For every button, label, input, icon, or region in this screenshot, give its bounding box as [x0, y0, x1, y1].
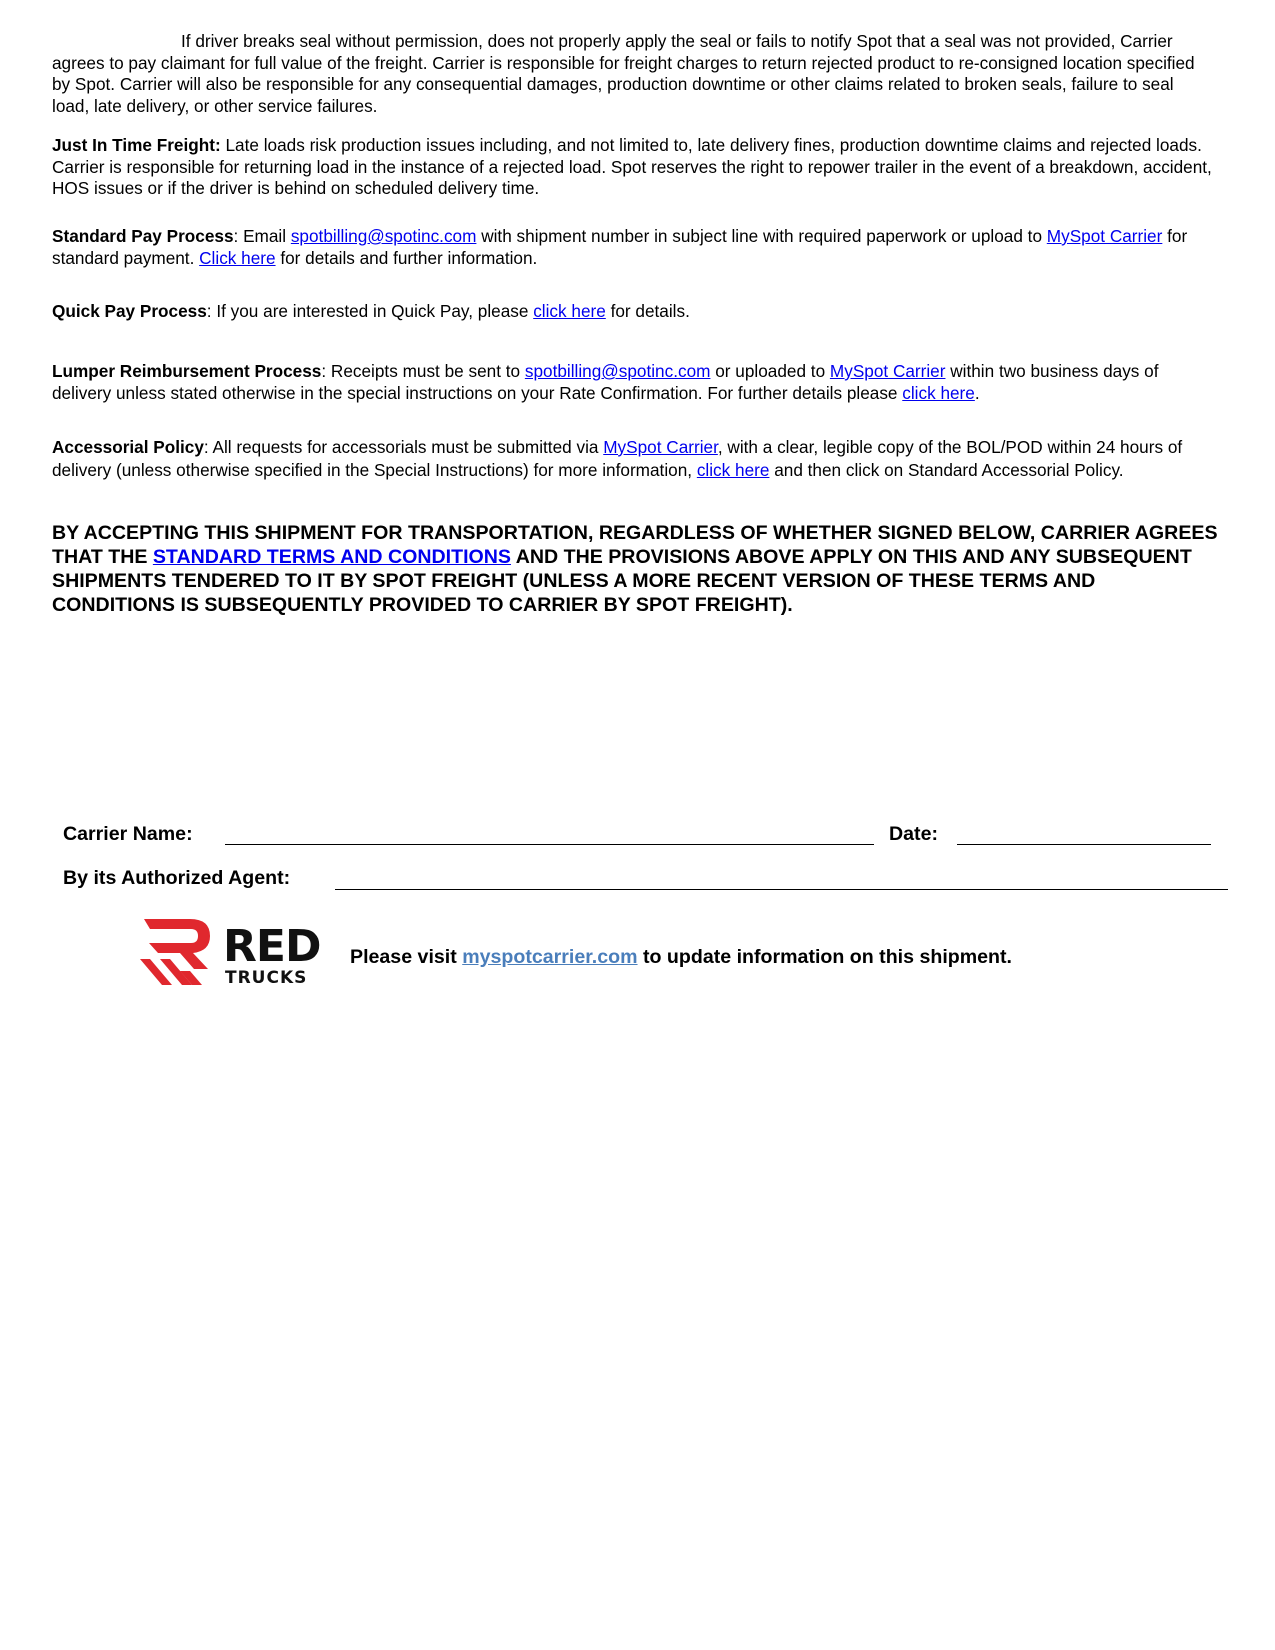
seal-paragraph — [52, 31, 1212, 117]
logo-subword: TRUCKS — [225, 968, 308, 987]
date-line[interactable] — [957, 844, 1211, 845]
jit-text: Late loads risk production issues including, and not limited to, late delivery fines, production downtime claims and rejected loads. Carrier is responsible for returning load in the instance of a rejected load. Spot reserves the right to repower trailer in the event of a breakdown, accident, HOS issues or if the driver is behind on scheduled delivery time. — [52, 135, 1212, 198]
accessorial-title: Accessorial Policy — [52, 437, 204, 457]
date-label: Date: — [889, 823, 938, 845]
quick-pay-text-1: : If you are interested in Quick Pay, please — [206, 301, 534, 321]
lumper-paragraph — [52, 361, 1212, 404]
accessorial-text-1: : All requests for accessorials must be submitted via — [203, 437, 604, 457]
lumper-title: Lumper Reimbursement Process — [52, 361, 322, 381]
quick-pay-paragraph — [52, 301, 1212, 323]
quick-pay-click-here-link[interactable]: click here — [533, 301, 606, 321]
myspotcarrier-site-link[interactable]: myspotcarrier.com — [462, 946, 638, 968]
jit-title: Just In Time Freight: — [52, 135, 221, 155]
footer-text-1: Please visit — [350, 946, 463, 968]
standard-pay-text-3: for standard payment. — [52, 226, 1188, 268]
lumper-text-4: . — [974, 382, 980, 403]
acceptance-statement — [52, 521, 1222, 617]
jit-paragraph — [52, 135, 1212, 200]
lumper-click-here-link[interactable]: click here — [902, 382, 975, 403]
lumper-text-3: within two business days of delivery unless stated otherwise in the special instructions on your Rate Confirmation. For further details please — [52, 361, 1159, 403]
acceptance-text-1: BY ACCEPTING THIS SHIPMENT FOR TRANSPORTATION, REGARDLESS OF WHETHER SIGNED BELOW, CARRIER AGREES THAT THE — [52, 522, 1218, 568]
red-trucks-logo-graphic — [138, 917, 333, 987]
accessorial-myspot-carrier-link[interactable]: MySpot Carrier — [603, 437, 718, 457]
standard-pay-click-here-link[interactable]: Click here — [199, 247, 276, 268]
authorized-agent-label: By its Authorized Agent: — [63, 867, 291, 889]
lumper-text-1: : Receipts must be sent to — [321, 361, 525, 381]
logo-r-mark-icon — [140, 919, 210, 985]
logo-word: RED — [223, 921, 321, 972]
accessorial-text-2: , with a clear, legible copy of the BOL/POD within 24 hours of delivery (unless otherwise specified in the Special Instructions) for more information, — [52, 437, 1183, 480]
authorized-agent-line[interactable] — [335, 889, 1228, 890]
standard-pay-text-4: for details and further information. — [275, 247, 538, 268]
accessorial-click-here-link[interactable]: click here — [696, 459, 770, 480]
quick-pay-text-2: for details. — [605, 301, 690, 321]
lumper-email-link[interactable]: spotbilling@spotinc.com — [524, 361, 711, 381]
carrier-name-line[interactable] — [225, 844, 874, 845]
quick-pay-title: Quick Pay Process — [52, 301, 207, 321]
standard-terms-link[interactable]: STANDARD TERMS AND CONDITIONS — [152, 546, 511, 568]
myspot-carrier-link[interactable]: MySpot Carrier — [1046, 226, 1163, 246]
standard-pay-text-2: with shipment number in subject line with required paperwork or upload to — [476, 226, 1047, 246]
standard-pay-text-1: : Email — [233, 226, 291, 246]
acceptance-text-2: AND THE PROVISIONS ABOVE APPLY ON THIS AND ANY SUBSEQUENT SHIPMENTS TENDERED TO IT BY SPOT FREIGHT (UNLESS A MORE RECENT VERSION OF THESE TERMS AND CONDITIONS IS SUBSEQUENTLY PROVIDED TO CARRIER BY SPOT FREIGHT). — [52, 546, 1192, 616]
footer-visit-line — [350, 945, 1012, 969]
lumper-myspot-carrier-link[interactable]: MySpot Carrier — [829, 361, 946, 381]
carrier-name-label: Carrier Name: — [63, 823, 193, 845]
lumper-text-2: or uploaded to — [710, 361, 830, 381]
accessorial-text-3: and then click on Standard Accessorial Policy. — [769, 459, 1124, 480]
red-trucks-logo — [138, 917, 333, 987]
seal-text: If driver breaks seal without permission, does not properly apply the seal or fails to notify Spot that a seal was not provided, Carrier agrees to pay claimant for full value of the freight. Carrier is responsible for freight charges to return rejected product to re-consigned location specified by Spot. Carrier will also be responsible for any consequential damages, production downtime or other claims related to broken seals, failure to seal load, late delivery, or other service failures. — [52, 31, 1195, 116]
spotbilling-email-link[interactable]: spotbilling@spotinc.com — [290, 226, 477, 246]
standard-pay-paragraph — [52, 226, 1212, 269]
footer-text-2: to update information on this shipment. — [637, 946, 1012, 968]
standard-pay-title: Standard Pay Process — [52, 226, 234, 246]
accessorial-paragraph — [52, 436, 1212, 481]
